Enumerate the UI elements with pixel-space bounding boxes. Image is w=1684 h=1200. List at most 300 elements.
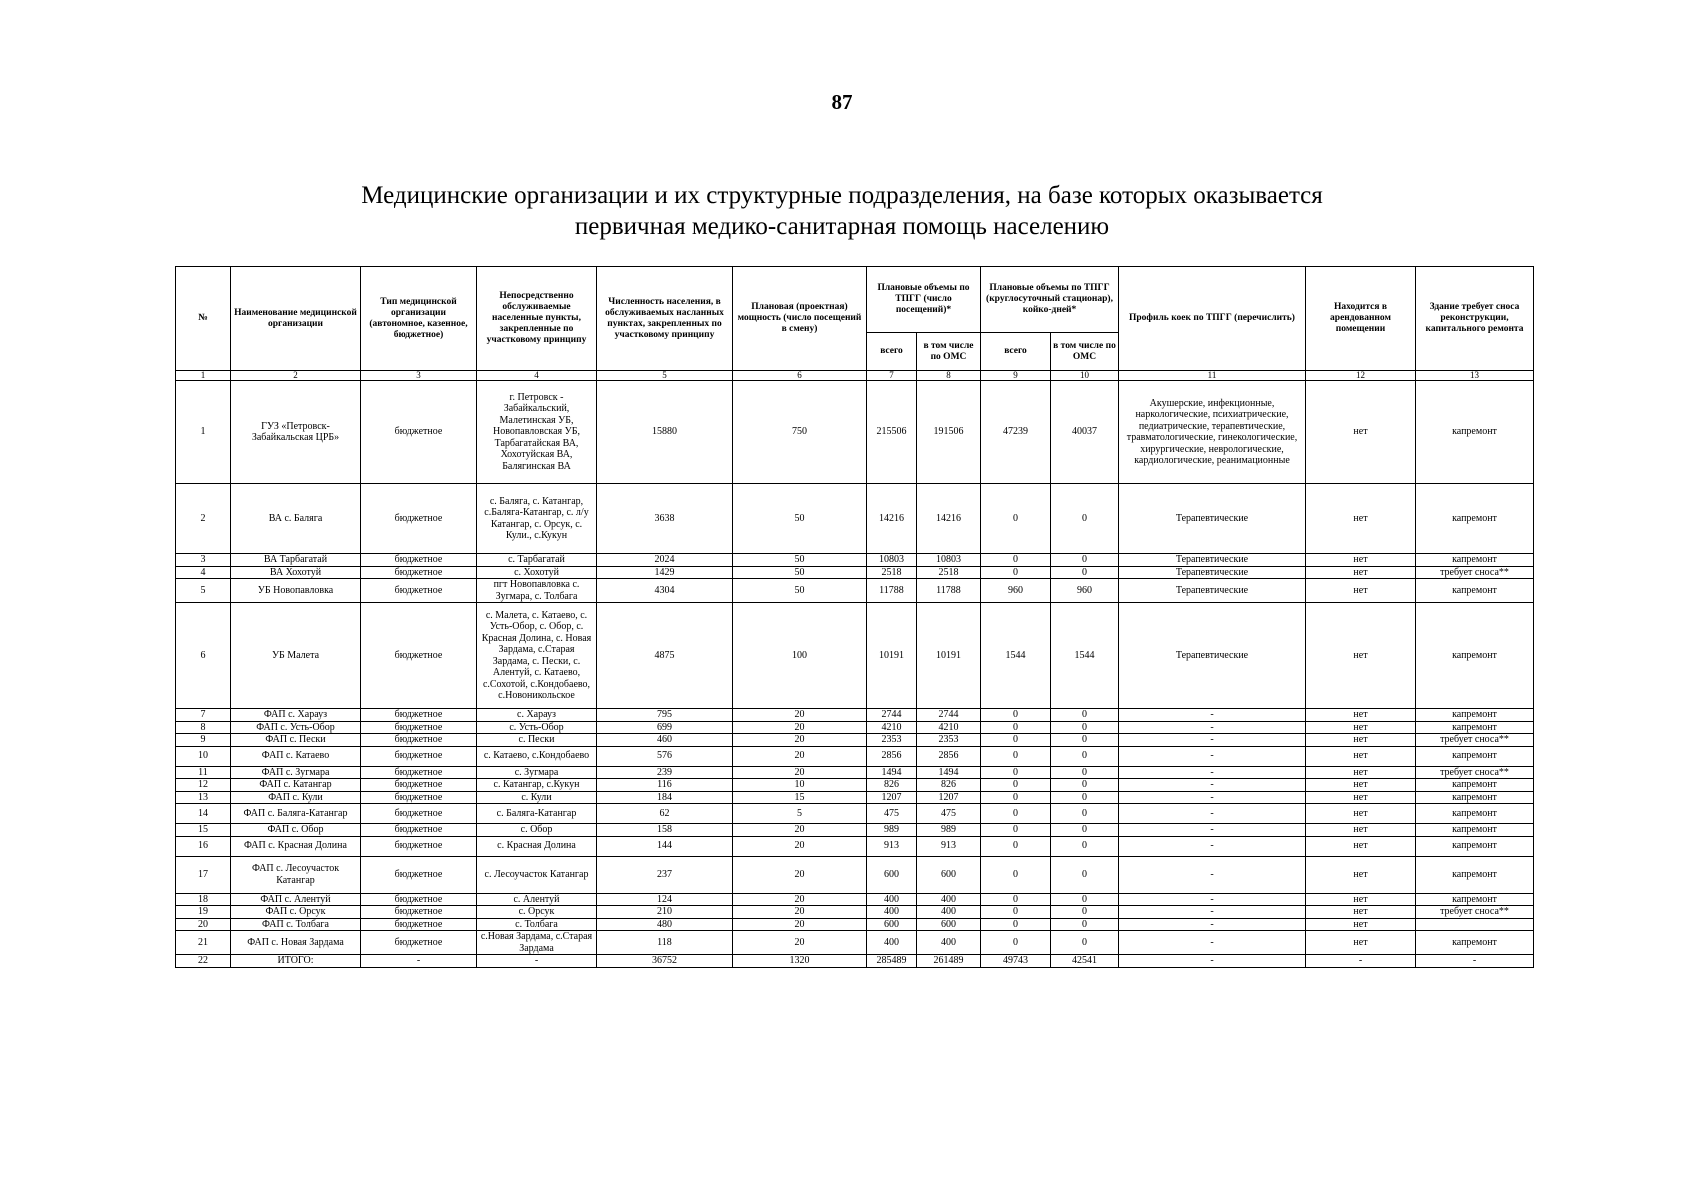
visits-total: 826 (867, 779, 917, 792)
org-name: ВА с. Баляга (231, 484, 361, 554)
capacity: 5 (733, 804, 867, 824)
capacity: 20 (733, 824, 867, 837)
header-num: № (176, 267, 231, 371)
org-type: бюджетное (361, 746, 477, 766)
population: 795 (597, 709, 733, 722)
beds-total: 47239 (981, 381, 1051, 484)
column-number: 9 (981, 371, 1051, 381)
rented-status: нет (1306, 836, 1416, 856)
beds-oms: 0 (1051, 779, 1119, 792)
beds-oms: 0 (1051, 721, 1119, 734)
visits-oms: 1207 (917, 791, 981, 804)
beds-total: 0 (981, 824, 1051, 837)
visits-total: 11788 (867, 579, 917, 603)
visits-total: 600 (867, 856, 917, 893)
served-points: с. Тарбагатай (477, 554, 597, 567)
org-name: ФАП с. Обор (231, 824, 361, 837)
served-points: с. Хохотуй (477, 566, 597, 579)
visits-total: 400 (867, 906, 917, 919)
capacity: 20 (733, 906, 867, 919)
visits-total: 2744 (867, 709, 917, 722)
repair-status: капремонт (1416, 824, 1534, 837)
row-number: 11 (176, 766, 231, 779)
org-name: ФАП с. Пески (231, 734, 361, 747)
beds-total: 0 (981, 779, 1051, 792)
capacity: 20 (733, 766, 867, 779)
row-number: 18 (176, 893, 231, 906)
column-number: 10 (1051, 371, 1119, 381)
table-row (176, 579, 1534, 603)
header-tpgg-beds: Плановые объемы по ТПГГ (круглосуточный стационар), койко-дней* (981, 267, 1119, 333)
capacity: 20 (733, 931, 867, 955)
bed-profile: - (1119, 906, 1306, 919)
row-number: 22 (176, 955, 231, 968)
beds-total: 0 (981, 721, 1051, 734)
org-type: бюджетное (361, 804, 477, 824)
bed-profile: - (1119, 721, 1306, 734)
repair-status: капремонт (1416, 931, 1534, 955)
bed-profile: - (1119, 709, 1306, 722)
organizations-table (175, 266, 1534, 968)
beds-total: 0 (981, 566, 1051, 579)
served-points: пгт Новопавловка с. Зугмара, с. Толбага (477, 579, 597, 603)
bed-profile: - (1119, 734, 1306, 747)
rented-status: нет (1306, 918, 1416, 931)
org-name: ФАП с. Катангар (231, 779, 361, 792)
org-type: бюджетное (361, 709, 477, 722)
served-points: с. Катангар, с.Кукун (477, 779, 597, 792)
beds-total: 0 (981, 918, 1051, 931)
column-number: 8 (917, 371, 981, 381)
capacity: 750 (733, 381, 867, 484)
beds-total: 0 (981, 766, 1051, 779)
header-population: Численность населения, в обслуживаемых насланных пунктах, закрепленных по участковому принципу (597, 267, 733, 371)
beds-total: 0 (981, 791, 1051, 804)
row-number: 5 (176, 579, 231, 603)
document-title (150, 180, 1534, 242)
row-number: 2 (176, 484, 231, 554)
capacity: 20 (733, 918, 867, 931)
beds-total: 0 (981, 804, 1051, 824)
capacity: 20 (733, 893, 867, 906)
population: 36752 (597, 955, 733, 968)
header-beds-oms: в том числе по ОМС (1051, 333, 1119, 371)
visits-oms: 1494 (917, 766, 981, 779)
org-type: бюджетное (361, 381, 477, 484)
rented-status: нет (1306, 779, 1416, 792)
visits-total: 475 (867, 804, 917, 824)
visits-total: 400 (867, 893, 917, 906)
visits-oms: 989 (917, 824, 981, 837)
beds-oms: 0 (1051, 918, 1119, 931)
repair-status: капремонт (1416, 603, 1534, 709)
beds-oms: 0 (1051, 791, 1119, 804)
capacity: 20 (733, 746, 867, 766)
repair-status: требует сноса** (1416, 566, 1534, 579)
table-row (176, 484, 1534, 554)
capacity: 20 (733, 856, 867, 893)
beds-oms: 0 (1051, 893, 1119, 906)
population: 699 (597, 721, 733, 734)
row-number: 9 (176, 734, 231, 747)
bed-profile: - (1119, 766, 1306, 779)
visits-total: 600 (867, 918, 917, 931)
population: 15880 (597, 381, 733, 484)
visits-oms: 913 (917, 836, 981, 856)
header-visits-oms: в том числе по ОМС (917, 333, 981, 371)
org-type: бюджетное (361, 931, 477, 955)
beds-oms: 0 (1051, 906, 1119, 919)
bed-profile: - (1119, 955, 1306, 968)
beds-total: 1544 (981, 603, 1051, 709)
table-row (176, 779, 1534, 792)
repair-status: капремонт (1416, 381, 1534, 484)
repair-status: капремонт (1416, 554, 1534, 567)
org-name: ФАП с. Алентуй (231, 893, 361, 906)
org-name: ИТОГО: (231, 955, 361, 968)
org-name: ФАП с. Новая Зардама (231, 931, 361, 955)
visits-oms: 191506 (917, 381, 981, 484)
table-row (176, 918, 1534, 931)
page-number: 87 (831, 90, 853, 114)
table-row (176, 554, 1534, 567)
served-points: с.Новая Зардама, с.Старая Зардама (477, 931, 597, 955)
column-number: 12 (1306, 371, 1416, 381)
org-name: УБ Малета (231, 603, 361, 709)
beds-total: 0 (981, 836, 1051, 856)
population: 118 (597, 931, 733, 955)
header-beds-total: всего (981, 333, 1051, 371)
org-name: ФАП с. Баляга-Катангар (231, 804, 361, 824)
visits-total: 2518 (867, 566, 917, 579)
org-name: ФАП с. Толбага (231, 918, 361, 931)
beds-total: 49743 (981, 955, 1051, 968)
row-number: 7 (176, 709, 231, 722)
table-row (176, 566, 1534, 579)
column-number: 3 (361, 371, 477, 381)
visits-oms: 475 (917, 804, 981, 824)
population: 460 (597, 734, 733, 747)
repair-status: капремонт (1416, 746, 1534, 766)
visits-oms: 10803 (917, 554, 981, 567)
bed-profile: Терапевтические (1119, 554, 1306, 567)
row-number: 8 (176, 721, 231, 734)
bed-profile: - (1119, 824, 1306, 837)
visits-oms: 11788 (917, 579, 981, 603)
row-number: 10 (176, 746, 231, 766)
beds-total: 0 (981, 484, 1051, 554)
bed-profile: Акушерские, инфекционные, наркологические, психиатрические, педиатрические, терапевтические, травматологические, гинекологические, хирургические, неврологические, кардиологические, реанимационные (1119, 381, 1306, 484)
served-points: с. Катаево, с.Кондобаево (477, 746, 597, 766)
table-row (176, 709, 1534, 722)
beds-oms: 1544 (1051, 603, 1119, 709)
table-row (176, 804, 1534, 824)
org-type: бюджетное (361, 893, 477, 906)
org-type: - (361, 955, 477, 968)
rented-status: нет (1306, 734, 1416, 747)
row-number: 21 (176, 931, 231, 955)
population: 2024 (597, 554, 733, 567)
org-type: бюджетное (361, 779, 477, 792)
rented-status: нет (1306, 791, 1416, 804)
served-points: с. Пески (477, 734, 597, 747)
population: 124 (597, 893, 733, 906)
served-points: - (477, 955, 597, 968)
row-number: 14 (176, 804, 231, 824)
org-type: бюджетное (361, 766, 477, 779)
served-points: с. Толбага (477, 918, 597, 931)
visits-oms: 2744 (917, 709, 981, 722)
bed-profile: - (1119, 746, 1306, 766)
column-number: 13 (1416, 371, 1534, 381)
beds-oms: 42541 (1051, 955, 1119, 968)
repair-status: капремонт (1416, 779, 1534, 792)
header-name: Наименование медицинской организации (231, 267, 361, 371)
rented-status: нет (1306, 566, 1416, 579)
rented-status: нет (1306, 824, 1416, 837)
served-points: с. Малета, с. Катаево, с. Усть-Обор, с. Обор, с. Красная Долина, с. Новая Зардама, с.Старая Зардама, с. Пески, с. Алентуй, с. Катаево, с.Сохотой, с.Кондобаево, с.Новоникольское (477, 603, 597, 709)
rented-status: нет (1306, 804, 1416, 824)
org-name: ВА Тарбагатай (231, 554, 361, 567)
capacity: 20 (733, 734, 867, 747)
visits-oms: 400 (917, 906, 981, 919)
repair-status: капремонт (1416, 804, 1534, 824)
table-row (176, 931, 1534, 955)
rented-status: нет (1306, 856, 1416, 893)
org-name: ФАП с. Орсук (231, 906, 361, 919)
org-type: бюджетное (361, 791, 477, 804)
capacity: 20 (733, 721, 867, 734)
capacity: 50 (733, 554, 867, 567)
table-body (176, 371, 1534, 968)
served-points: с. Баляга, с. Катангар, с.Баляга-Катангар, с. л/у Катангар, с. Орсук, с. Кули., с.Кукун (477, 484, 597, 554)
population: 158 (597, 824, 733, 837)
repair-status: капремонт (1416, 484, 1534, 554)
column-number-row (176, 371, 1534, 381)
table-row (176, 856, 1534, 893)
table-row (176, 836, 1534, 856)
rented-status: нет (1306, 709, 1416, 722)
beds-total: 0 (981, 893, 1051, 906)
header-profile: Профиль коек по ТПГГ (перечислить) (1119, 267, 1306, 371)
column-number: 7 (867, 371, 917, 381)
visits-total: 4210 (867, 721, 917, 734)
visits-total: 400 (867, 931, 917, 955)
visits-oms: 261489 (917, 955, 981, 968)
beds-total: 0 (981, 906, 1051, 919)
beds-oms: 0 (1051, 836, 1119, 856)
bed-profile: - (1119, 804, 1306, 824)
beds-oms: 0 (1051, 931, 1119, 955)
org-type: бюджетное (361, 836, 477, 856)
beds-oms: 0 (1051, 554, 1119, 567)
population: 116 (597, 779, 733, 792)
population: 144 (597, 836, 733, 856)
rented-status: нет (1306, 766, 1416, 779)
table-row (176, 906, 1534, 919)
org-type: бюджетное (361, 603, 477, 709)
row-number: 13 (176, 791, 231, 804)
row-number: 6 (176, 603, 231, 709)
table-row (176, 893, 1534, 906)
repair-status: капремонт (1416, 709, 1534, 722)
population: 1429 (597, 566, 733, 579)
bed-profile: - (1119, 836, 1306, 856)
rented-status: нет (1306, 484, 1416, 554)
beds-oms: 0 (1051, 746, 1119, 766)
bed-profile: Терапевтические (1119, 566, 1306, 579)
visits-total: 14216 (867, 484, 917, 554)
header-rented: Находится в арендованном помещении (1306, 267, 1416, 371)
visits-oms: 400 (917, 931, 981, 955)
beds-oms: 0 (1051, 766, 1119, 779)
visits-total: 989 (867, 824, 917, 837)
org-type: бюджетное (361, 566, 477, 579)
org-type: бюджетное (361, 721, 477, 734)
capacity: 50 (733, 579, 867, 603)
repair-status (1416, 918, 1534, 931)
population: 237 (597, 856, 733, 893)
header-type: Тип медицинской организации (автономное, казенное, бюджетное) (361, 267, 477, 371)
org-name: ВА Хохотуй (231, 566, 361, 579)
repair-status: - (1416, 955, 1534, 968)
population: 4875 (597, 603, 733, 709)
bed-profile: - (1119, 791, 1306, 804)
beds-oms: 960 (1051, 579, 1119, 603)
document-title-line-1: Медицинские организации и их структурные подразделения, на базе которых оказывается (361, 182, 1323, 209)
header-visits-total: всего (867, 333, 917, 371)
visits-total: 1494 (867, 766, 917, 779)
bed-profile: - (1119, 779, 1306, 792)
visits-total: 1207 (867, 791, 917, 804)
org-name: ФАП с. Кули (231, 791, 361, 804)
repair-status: капремонт (1416, 893, 1534, 906)
row-number: 19 (176, 906, 231, 919)
beds-oms: 0 (1051, 709, 1119, 722)
visits-oms: 14216 (917, 484, 981, 554)
row-number: 20 (176, 918, 231, 931)
population: 480 (597, 918, 733, 931)
visits-oms: 2856 (917, 746, 981, 766)
served-points: г. Петровск - Забайкальский, Малетинская УБ, Новопавловская УБ, Тарбагатайская ВА, Хохотуйская ВА, Балягинская ВА (477, 381, 597, 484)
rented-status: нет (1306, 746, 1416, 766)
beds-total: 960 (981, 579, 1051, 603)
beds-total: 0 (981, 746, 1051, 766)
population: 576 (597, 746, 733, 766)
rented-status: нет (1306, 931, 1416, 955)
population: 62 (597, 804, 733, 824)
rented-status: нет (1306, 554, 1416, 567)
org-type: бюджетное (361, 484, 477, 554)
bed-profile: Терапевтические (1119, 579, 1306, 603)
served-points: с. Усть-Обор (477, 721, 597, 734)
population: 3638 (597, 484, 733, 554)
rented-status: нет (1306, 579, 1416, 603)
header-repair: Здание требует сноса реконструкции, капитального ремонта (1416, 267, 1534, 371)
visits-total: 2856 (867, 746, 917, 766)
org-type: бюджетное (361, 906, 477, 919)
beds-total: 0 (981, 856, 1051, 893)
org-type: бюджетное (361, 554, 477, 567)
table-row (176, 746, 1534, 766)
bed-profile: - (1119, 931, 1306, 955)
beds-oms: 0 (1051, 734, 1119, 747)
table-header (176, 267, 1534, 371)
visits-total: 285489 (867, 955, 917, 968)
visits-total: 2353 (867, 734, 917, 747)
row-number: 15 (176, 824, 231, 837)
table-row (176, 721, 1534, 734)
column-number: 5 (597, 371, 733, 381)
visits-oms: 400 (917, 893, 981, 906)
served-points: с. Кули (477, 791, 597, 804)
org-name: ФАП с. Красная Долина (231, 836, 361, 856)
bed-profile: Терапевтические (1119, 603, 1306, 709)
org-name: ГУЗ «Петровск-Забайкальская ЦРБ» (231, 381, 361, 484)
repair-status: капремонт (1416, 791, 1534, 804)
rented-status: нет (1306, 893, 1416, 906)
capacity: 50 (733, 484, 867, 554)
beds-oms: 0 (1051, 856, 1119, 893)
repair-status: требует сноса** (1416, 906, 1534, 919)
row-number: 3 (176, 554, 231, 567)
bed-profile: - (1119, 856, 1306, 893)
column-number: 2 (231, 371, 361, 381)
population: 239 (597, 766, 733, 779)
org-type: бюджетное (361, 856, 477, 893)
served-points: с. Лесоучасток Катангар (477, 856, 597, 893)
table-row (176, 734, 1534, 747)
served-points: с. Обор (477, 824, 597, 837)
table-row (176, 381, 1534, 484)
visits-oms: 600 (917, 856, 981, 893)
org-name: ФАП с. Зугмара (231, 766, 361, 779)
column-number: 11 (1119, 371, 1306, 381)
population: 184 (597, 791, 733, 804)
bed-profile: - (1119, 918, 1306, 931)
capacity: 10 (733, 779, 867, 792)
population: 4304 (597, 579, 733, 603)
org-name: ФАП с. Лесоучасток Катангар (231, 856, 361, 893)
row-number: 4 (176, 566, 231, 579)
rented-status: нет (1306, 381, 1416, 484)
org-type: бюджетное (361, 824, 477, 837)
repair-status: требует сноса** (1416, 734, 1534, 747)
visits-oms: 2353 (917, 734, 981, 747)
served-points: с. Алентуй (477, 893, 597, 906)
capacity: 100 (733, 603, 867, 709)
visits-total: 215506 (867, 381, 917, 484)
table-row (176, 955, 1534, 968)
row-number: 12 (176, 779, 231, 792)
rented-status: нет (1306, 721, 1416, 734)
row-number: 1 (176, 381, 231, 484)
population: 210 (597, 906, 733, 919)
served-points: с. Красная Долина (477, 836, 597, 856)
org-name: ФАП с. Катаево (231, 746, 361, 766)
column-number: 6 (733, 371, 867, 381)
table-row (176, 824, 1534, 837)
visits-total: 10191 (867, 603, 917, 709)
org-name: ФАП с. Усть-Обор (231, 721, 361, 734)
beds-oms: 40037 (1051, 381, 1119, 484)
visits-oms: 2518 (917, 566, 981, 579)
served-points: с. Харауз (477, 709, 597, 722)
bed-profile: Терапевтические (1119, 484, 1306, 554)
header-tpgg-visits: Плановые объемы по ТПГГ (число посещений)* (867, 267, 981, 333)
visits-oms: 10191 (917, 603, 981, 709)
column-number: 1 (176, 371, 231, 381)
